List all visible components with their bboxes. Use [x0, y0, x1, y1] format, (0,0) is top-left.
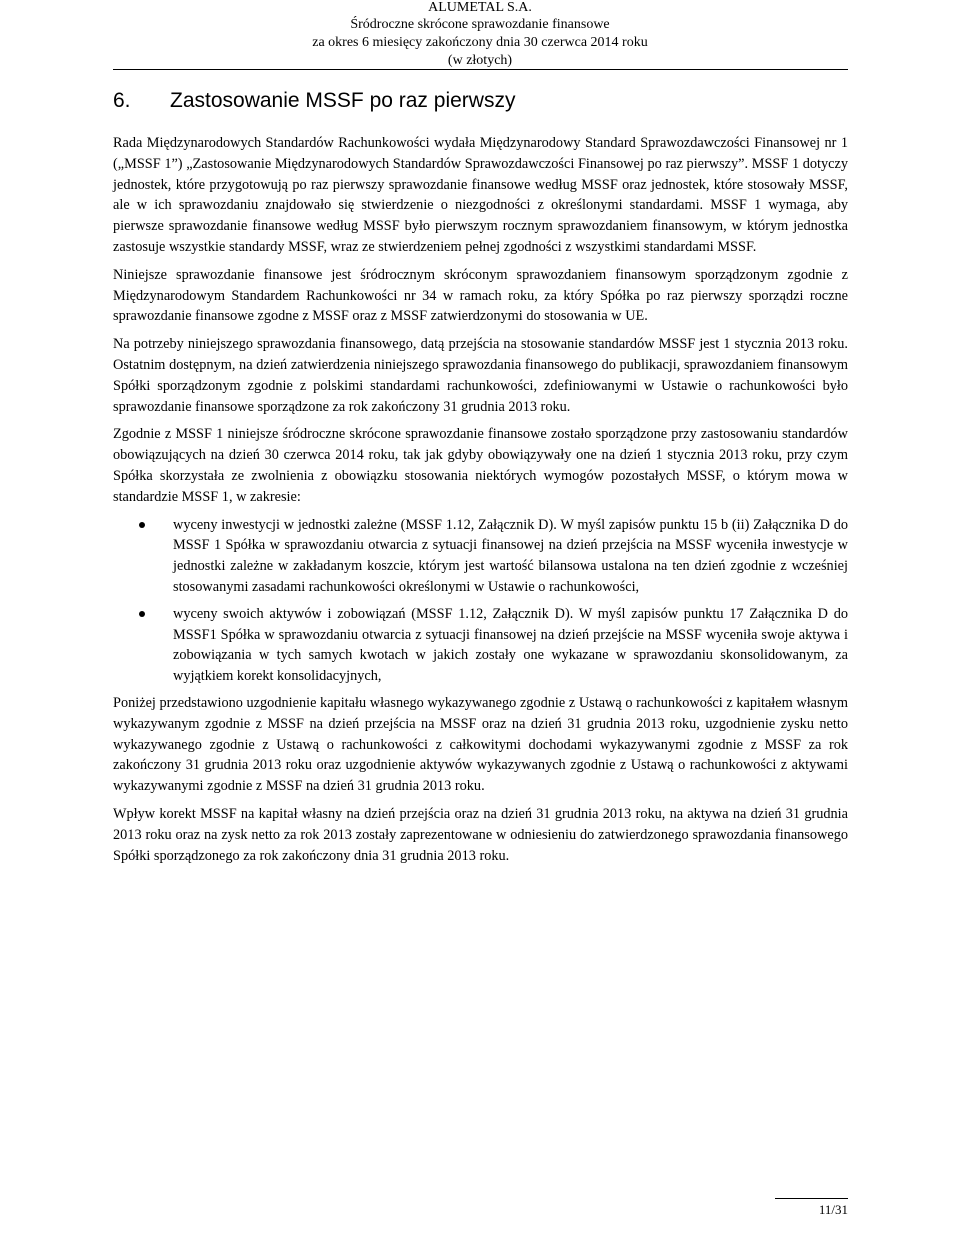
section-heading: [113, 88, 515, 114]
document-body: [113, 133, 848, 873]
bullet-icon: [139, 522, 145, 528]
bullet-icon: [139, 611, 145, 617]
exemption-list: [113, 515, 848, 687]
paragraph: Niniejsze sprawozdanie finansowe jest śródrocznym skróconym sprawozdaniem finansowym sporządzonym zgodnie z Międzynarodowym Standardem Rachunkowości nr 34 w ramach roku, za który Spółka po raz pierwszy sporządzi roczne sprawozdanie finansowe zgodne z MSSF oraz z MSSF zatwierdzonymi do stosowania w UE.: [113, 266, 848, 325]
section-title: Zastosowanie MSSF po raz pierwszy: [170, 89, 516, 112]
report-period: za okres 6 miesięcy zakończony dnia 30 czerwca 2014 roku: [312, 35, 648, 50]
paragraph: Na potrzeby niniejszego sprawozdania finansowego, datą przejścia na stosowanie standardów MSSF jest 1 stycznia 2013 roku. Ostatnim dostępnym, na dzień zatwierdzenia niniejszego sprawozdania finansowego do publikacji, sprawozdaniem finansowym Spółki sporządzonym zgodnie z polskimi standardami rachunkowości, zdefiniowanymi w Ustawie o rachunkowości było sprawozdanie finansowe sporządzone za rok zakończony 31 grudnia 2013 roku.: [113, 336, 848, 415]
paragraph: Wpływ korekt MSSF na kapitał własny na dzień przejścia oraz na dzień 31 grudnia 2013 roku, na aktywa na dzień 31 grudnia 2013 roku oraz na zysk netto za rok 2013 zostały zaprezentowane w odniesieniu do zatwierdzonego sprawozdania finansowego Spółki sporządzonego za rok zakończony dnia 31 grudnia 2013 roku.: [113, 805, 848, 864]
list-item-text: wyceny inwestycji w jednostki zależne (MSSF 1.12, Załącznik D). W myśl zapisów punktu 15 b (ii) Załącznika D do MSSF 1 Spółka w sprawozdaniu otwarcia z sytuacji finansowej na dzień przejścia na MSSF wyceniła inwestycje w jednostki zależne w zakładanym koszcie, którym jest wartość bilansowa ustalona na ten dzień zgodnie z wcześniej stosowanymi zasadami rachunkowości określonymi w Ustawie o rachunkowości,: [173, 516, 848, 595]
report-title: Śródroczne skrócone sprawozdanie finansowe: [350, 17, 610, 32]
list-item: [113, 515, 848, 598]
paragraph: Poniżej przedstawiono uzgodnienie kapitału własnego wykazywanego zgodnie z Ustawą o rachunkowości z kapitałem własnym wykazywanym zgodnie z MSSF na dzień przejścia na MSSF oraz na dzień 31 grudnia 2013 roku, uzgodnienie zysku netto wykazywanego zgodnie z Ustawą o rachunkowości z całkowitymi dochodami wykazywanymi zgodnie z MSSF za rok zakończony 31 grudnia 2013 roku oraz uzgodnienie aktywów wykazywanych zgodnie z Ustawą o rachunkowości z aktywami wykazywanymi zgodnie z MSSF na dzień 31 grudnia 2013 roku.: [113, 694, 848, 795]
list-item: [113, 604, 848, 687]
section-number: 6.: [113, 89, 131, 112]
header-divider: [113, 69, 848, 70]
paragraph: Rada Międzynarodowych Standardów Rachunkowości wydała Międzynarodowy Standard Sprawozdawczości Finansowej nr 1 („MSSF 1”) „Zastosowanie Międzynarodowych Standardów Sprawozdawczości Finansowej po raz pierwszy”. MSSF 1 dotyczy jednostek, które przygotowują po raz pierwszy sprawozdanie finansowe według MSSF oraz jednostek, które stosowały MSSF, ale w ich sprawozdaniu znajdowało się stwierdzenie o niezgodności z określonymi standardami. MSSF 1 wymaga, aby pierwsze sprawozdanie finansowe według MSSF było pierwszym rocznym sprawozdaniem finansowym, w którym jednostka zastosuje wszystkie standardy MSSF, wraz ze stwierdzeniem pełnej zgodności z wszystkimi standardami MSSF.: [113, 135, 848, 255]
page-number: 11/31: [818, 1202, 848, 1217]
list-item-text: wyceny swoich aktywów i zobowiązań (MSSF 1.12, Załącznik D). W myśl zapisów punktu 17 Załącznika D do MSSF1 Spółka w sprawozdaniu otwarcia z sytuacji finansowej na dzień przejście na MSSF wyceniła swoje aktywa i zobowiązania w tych samych kwotach w jakich zostały one wykazane w sprawozdaniu skonsolidowanym, za wyjątkiem korekt konsolidacyjnych,: [173, 605, 848, 685]
company-name: ALUMETAL S.A.: [428, 0, 532, 15]
currency-note: (w złotych): [447, 53, 513, 68]
paragraph: Zgodnie z MSSF 1 niniejsze śródroczne skrócone sprawozdanie finansowe zostało sporządzone przy zastosowaniu standardów obowiązujących na dzień 30 czerwca 2014 roku, tak jak gdyby obowiązywały one na dzień 1 stycznia 2013 roku, przy czym Spółka skorzystała ze zwolnienia z obowiązku stosowania niektórych wymogów pozostałych MSSF, o którym mowa w standardzie MSSF 1, w zakresie:: [113, 426, 848, 505]
footer-divider: [775, 1198, 848, 1199]
